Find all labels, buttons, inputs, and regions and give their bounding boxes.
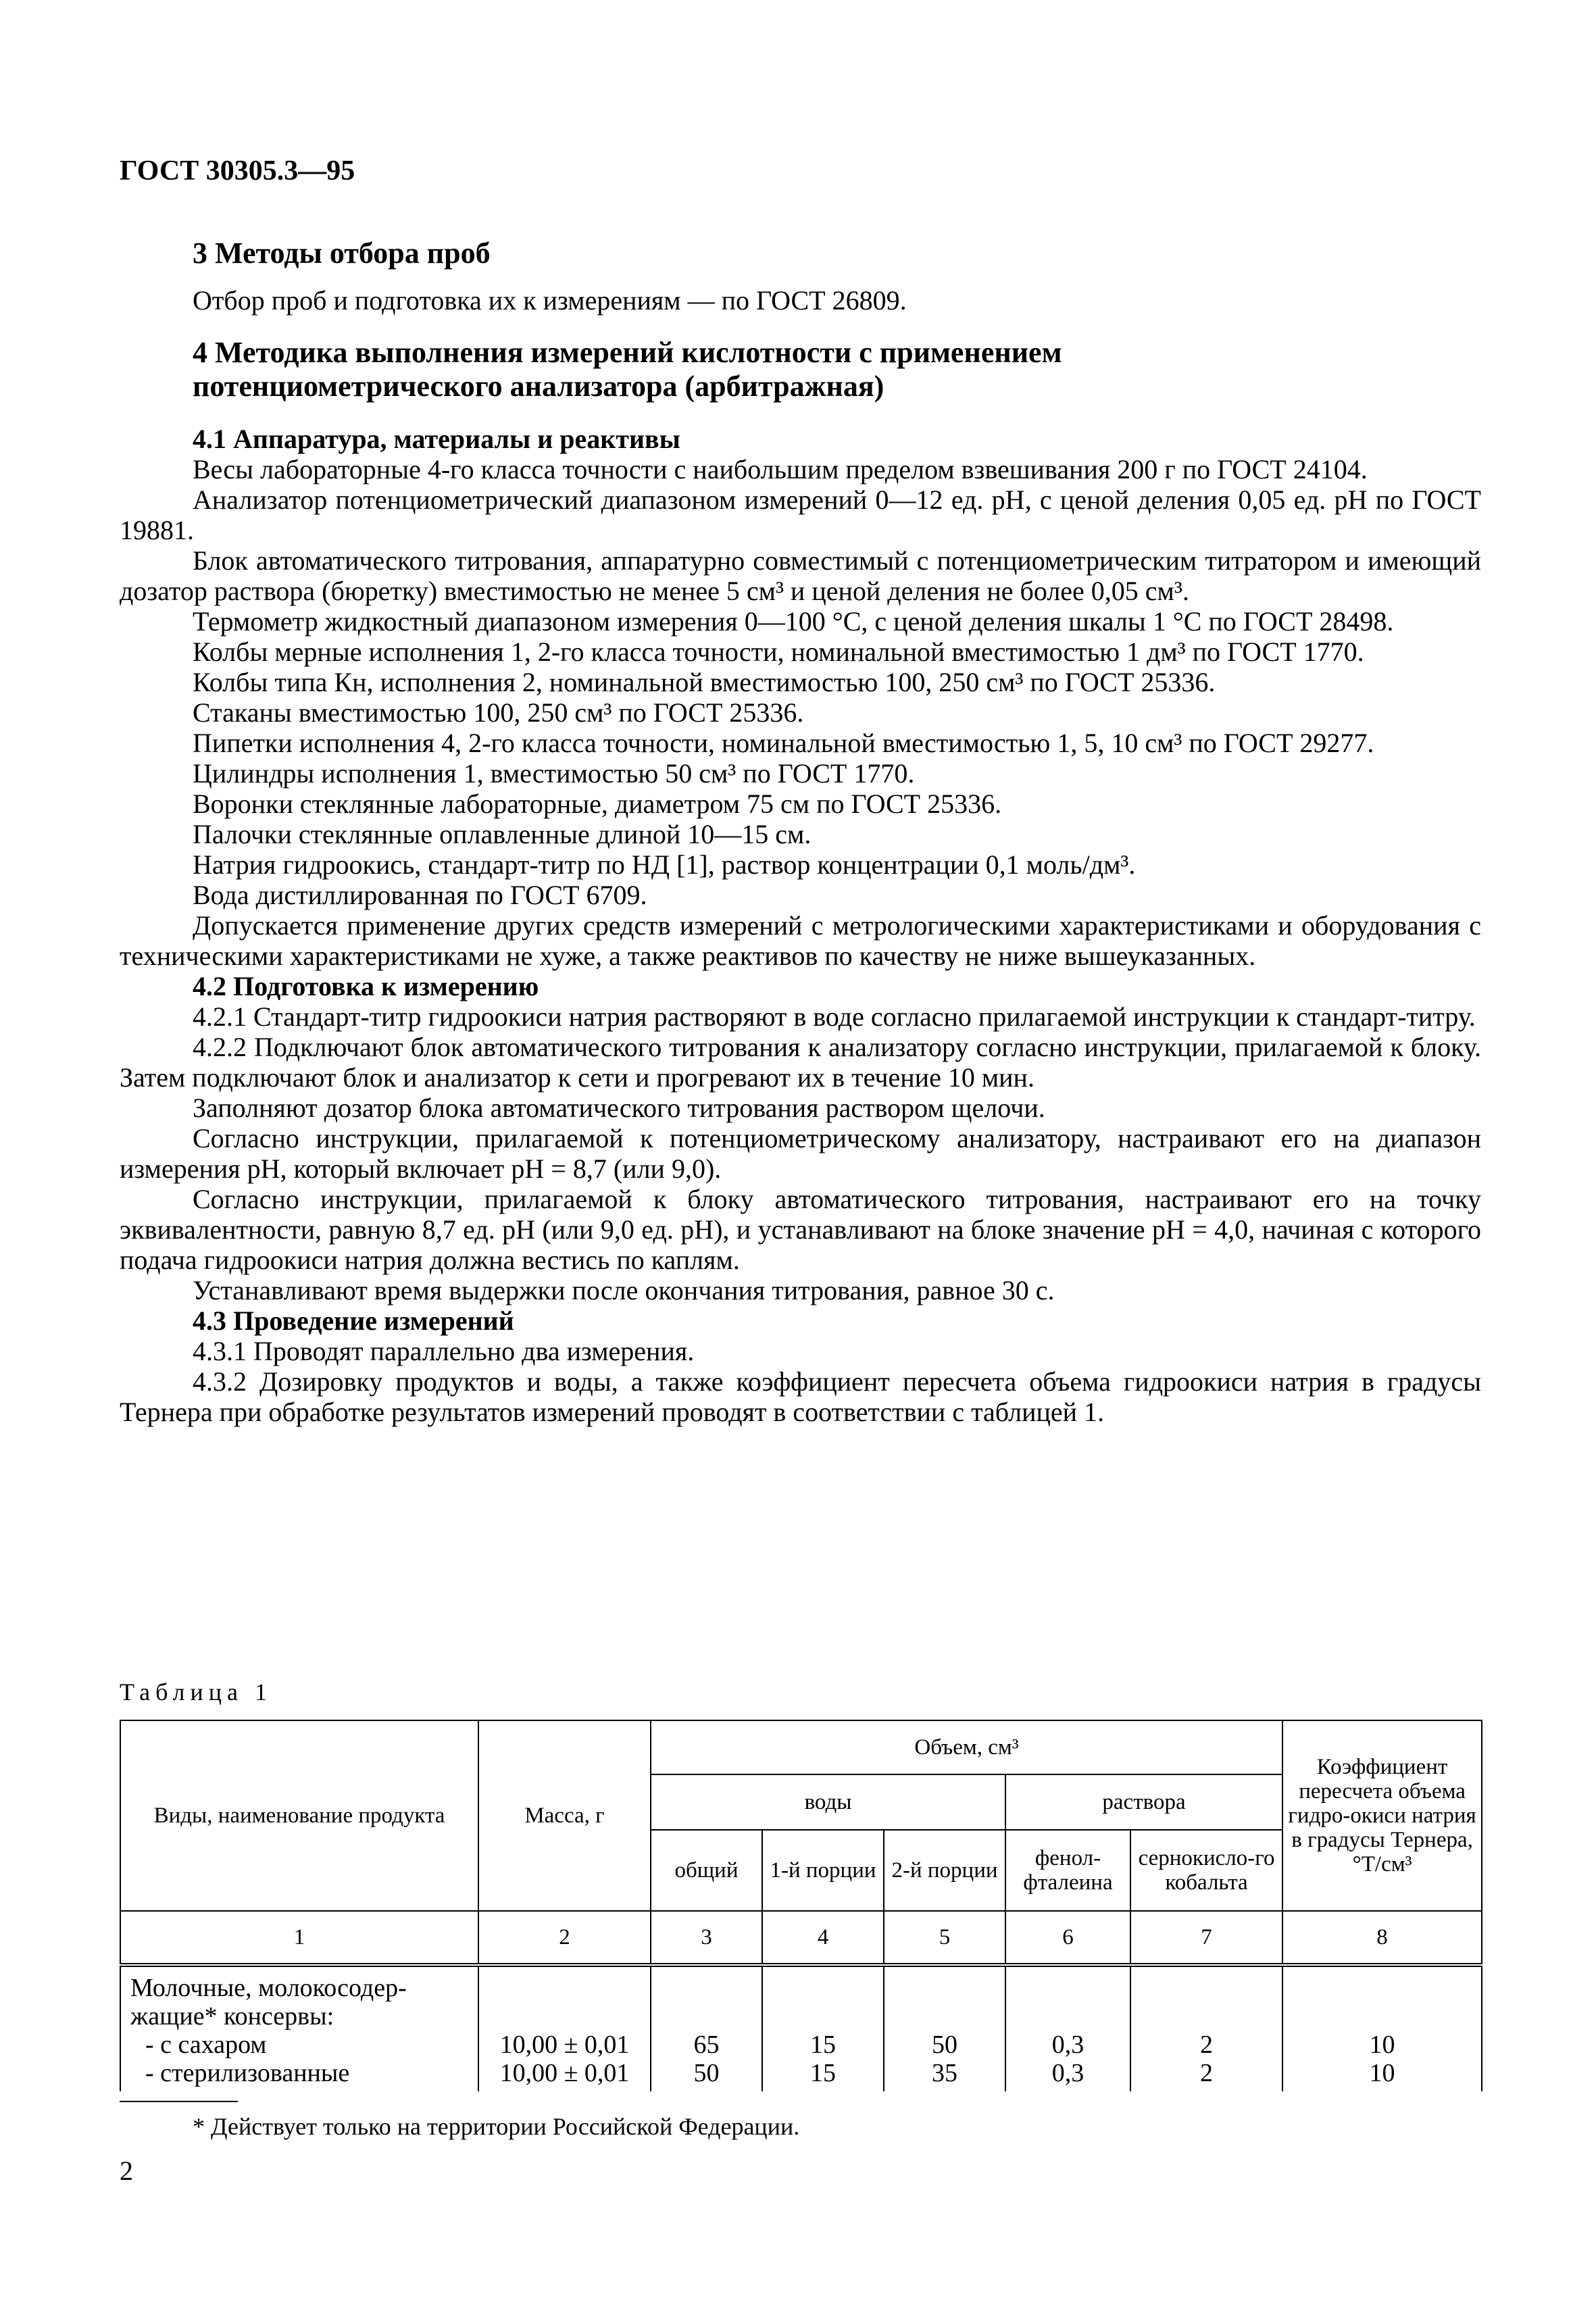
section-4-1-para: Натрия гидроокись, стандарт-титр по НД [1], раствор концентрации 0,1 моль/дм³. bbox=[193, 849, 1136, 880]
column-number: 8 bbox=[1282, 1911, 1482, 1965]
mass-cell bbox=[478, 1965, 651, 2091]
portion-1-value: 15 bbox=[810, 2031, 836, 2059]
header-volume: Объем, см³ bbox=[651, 1720, 1282, 1774]
column-number: 4 bbox=[762, 1911, 884, 1965]
section-4-heading-line2: потенциометрического анализатора (арбитражная) bbox=[193, 370, 884, 403]
section-4-2-para: Устанавливают время выдержки после окончания титрования, равное 30 с. bbox=[193, 1275, 1055, 1305]
product-name: - с сахаром bbox=[145, 2031, 267, 2059]
header-solution: раствора bbox=[1005, 1774, 1282, 1830]
phenolphthalein-value: 0,3 bbox=[1051, 2059, 1084, 2087]
header-portion-1: 1-й порции bbox=[762, 1830, 884, 1911]
portion-2-value: 35 bbox=[932, 2059, 957, 2087]
group-label: Молочные, молокосодер- bbox=[130, 1974, 407, 2002]
coefficient-value: 10 bbox=[1369, 2031, 1395, 2059]
mass-value: 10,00 ± 0,01 bbox=[499, 2031, 630, 2059]
header-portion-2: 2-й порции bbox=[884, 1830, 1005, 1911]
section-4-1-para: Термометр жидкостный диапазоном измерения 0—100 °С, с ценой деления шкалы 1 °С по ГОСТ 28498. bbox=[193, 606, 1394, 637]
column-number: 3 bbox=[651, 1911, 762, 1965]
column-number: 1 bbox=[120, 1911, 478, 1965]
header-phenolphthalein: фенол-фталеина bbox=[1005, 1830, 1130, 1911]
dosage-table bbox=[120, 1720, 1482, 2091]
footnote-divider bbox=[120, 2101, 238, 2102]
portion-2-cell bbox=[884, 1965, 1005, 2091]
section-3-text: Отбор проб и подготовка их к измерениям — по ГОСТ 26809. bbox=[193, 285, 907, 316]
total-value: 65 bbox=[693, 2031, 720, 2059]
section-4-1-para: Весы лабораторные 4-го класса точности с наибольшим пределом взвешивания 200 г по ГОСТ 24104. bbox=[193, 454, 1368, 484]
portion-1-value: 15 bbox=[810, 2059, 836, 2087]
product-cell bbox=[120, 1965, 478, 2091]
page-number: 2 bbox=[120, 2156, 133, 2186]
section-4-heading-line1: 4 Методика выполнения измерений кислотности с применением bbox=[193, 336, 1062, 369]
section-4-2-para: 4.2.2 Подключают блок автоматического титрования к анализатору согласно инструкции, прилагаемой к блоку. Затем подключают блок и анализатор к сети и прогревают их в течение 10 мин. bbox=[120, 1032, 1481, 1093]
header-mass: Масса, г bbox=[478, 1720, 651, 1911]
table-row bbox=[120, 1965, 1482, 2091]
coefficient-value: 10 bbox=[1369, 2059, 1395, 2087]
cobalt-sulfate-value: 2 bbox=[1200, 2031, 1214, 2059]
footnote: * Действует только на территории Российской Федерации. bbox=[193, 2113, 800, 2140]
main-content bbox=[120, 237, 1481, 1427]
section-4-1-heading: 4.1 Аппаратура, материалы и реактивы bbox=[193, 424, 680, 454]
section-4-1-para: Анализатор потенциометрический диапазоном измерений 0—12 ед. pH, с ценой деления 0,05 ед. pH по ГОСТ 19881. bbox=[120, 484, 1481, 545]
section-4-1-para: Цилиндры исполнения 1, вместимостью 50 см³ по ГОСТ 1770. bbox=[193, 758, 915, 789]
section-4-1-para: Пипетки исполнения 4, 2-го класса точности, номинальной вместимостью 1, 5, 10 см³ по ГОСТ 29277. bbox=[193, 728, 1374, 758]
section-4-1-para: Колбы мерные исполнения 1, 2-го класса точности, номинальной вместимостью 1 дм³ по ГОСТ 1770. bbox=[193, 637, 1364, 667]
section-4-1-para: Блок автоматического титрования, аппаратурно совместимый с потенциометрическим титратором и имеющий дозатор раствора (бюретку) вместимостью не менее 5 см³ и ценой деления не более 0,05 см³. bbox=[120, 545, 1481, 606]
section-4-1-para: Палочки стеклянные оплавленные длиной 10—15 см. bbox=[193, 819, 812, 849]
column-number: 2 bbox=[478, 1911, 651, 1965]
column-number: 7 bbox=[1130, 1911, 1282, 1965]
section-4-3-para: 4.3.1 Проводят параллельно два измерения. bbox=[193, 1336, 695, 1366]
document-header: ГОСТ 30305.3—95 bbox=[120, 155, 355, 186]
section-4-2-heading: 4.2 Подготовка к измерению bbox=[193, 971, 539, 1001]
header-water: воды bbox=[651, 1774, 1005, 1830]
section-4-1-para: Колбы типа Кн, исполнения 2, номинальной вместимостью 100, 250 см³ по ГОСТ 25336. bbox=[193, 667, 1216, 697]
phenolphthalein-cell bbox=[1005, 1965, 1130, 2091]
table-caption: Таблица 1 bbox=[120, 1678, 272, 1706]
column-number: 6 bbox=[1005, 1911, 1130, 1965]
section-4-2-para: Согласно инструкции, прилагаемой к потенциометрическому анализатору, настраивают его на диапазон измерения pH, который включает pH = 8,7 (или 9,0). bbox=[120, 1123, 1481, 1184]
total-cell bbox=[651, 1965, 762, 2091]
portion-1-cell bbox=[762, 1965, 884, 2091]
group-label: жащие* консервы: bbox=[130, 2002, 334, 2031]
section-4-1-para: Вода дистиллированная по ГОСТ 6709. bbox=[193, 880, 647, 910]
mass-value: 10,00 ± 0,01 bbox=[499, 2059, 630, 2087]
header-product: Виды, наименование продукта bbox=[120, 1720, 478, 1911]
section-4-1-para: Воронки стеклянные лабораторные, диаметром 75 см по ГОСТ 25336. bbox=[193, 789, 1002, 819]
section-3-heading: 3 Методы отбора проб bbox=[193, 237, 491, 270]
header-coefficient: Коэффициент пересчета объема гидро-окиси натрия в градусы Тернера, °Т/см³ bbox=[1282, 1720, 1482, 1911]
header-cobalt-sulfate: сернокисло-го кобальта bbox=[1130, 1830, 1282, 1911]
section-4-3-para: 4.3.2 Дозировку продуктов и воды, а также коэффициент пересчета объема гидроокиси натрия в градусы Тернера при обработке результатов измерений проводят в соответствии с таблицей 1. bbox=[120, 1366, 1481, 1427]
phenolphthalein-value: 0,3 bbox=[1051, 2031, 1084, 2059]
section-4-1-para: Стаканы вместимостью 100, 250 см³ по ГОСТ 25336. bbox=[193, 697, 804, 728]
column-number: 5 bbox=[884, 1911, 1005, 1965]
section-4-1-para: Допускается применение других средств измерений с метрологическими характеристиками и оборудования с техническими характеристиками не хуже, а также реактивов по качеству не ниже вышеуказанных. bbox=[120, 910, 1481, 971]
header-total: общий bbox=[651, 1830, 762, 1911]
coefficient-cell bbox=[1282, 1965, 1482, 2091]
section-4-3-heading: 4.3 Проведение измерений bbox=[193, 1305, 514, 1336]
section-4-2-para: 4.2.1 Стандарт-титр гидроокиси натрия растворяют в воде согласно прилагаемой инструкции к стандарт-титру. bbox=[193, 1001, 1476, 1032]
cobalt-sulfate-value: 2 bbox=[1200, 2059, 1214, 2087]
section-4-2-para: Согласно инструкции, прилагаемой к блоку автоматического титрования, настраивают его на точку эквивалентности, равную 8,7 ед. pH (или 9,0 ед. pH), и устанавливают на блоке значение pH = 4,0, начиная с которого подача гидроокиси натрия должна вестись по каплям. bbox=[120, 1184, 1481, 1275]
section-4-2-para: Заполняют дозатор блока автоматического титрования раствором щелочи. bbox=[193, 1093, 1045, 1123]
total-value: 50 bbox=[693, 2059, 720, 2087]
cobalt-sulfate-cell bbox=[1130, 1965, 1282, 2091]
portion-2-value: 50 bbox=[932, 2031, 957, 2059]
product-name: - стерилизованные bbox=[145, 2059, 350, 2087]
